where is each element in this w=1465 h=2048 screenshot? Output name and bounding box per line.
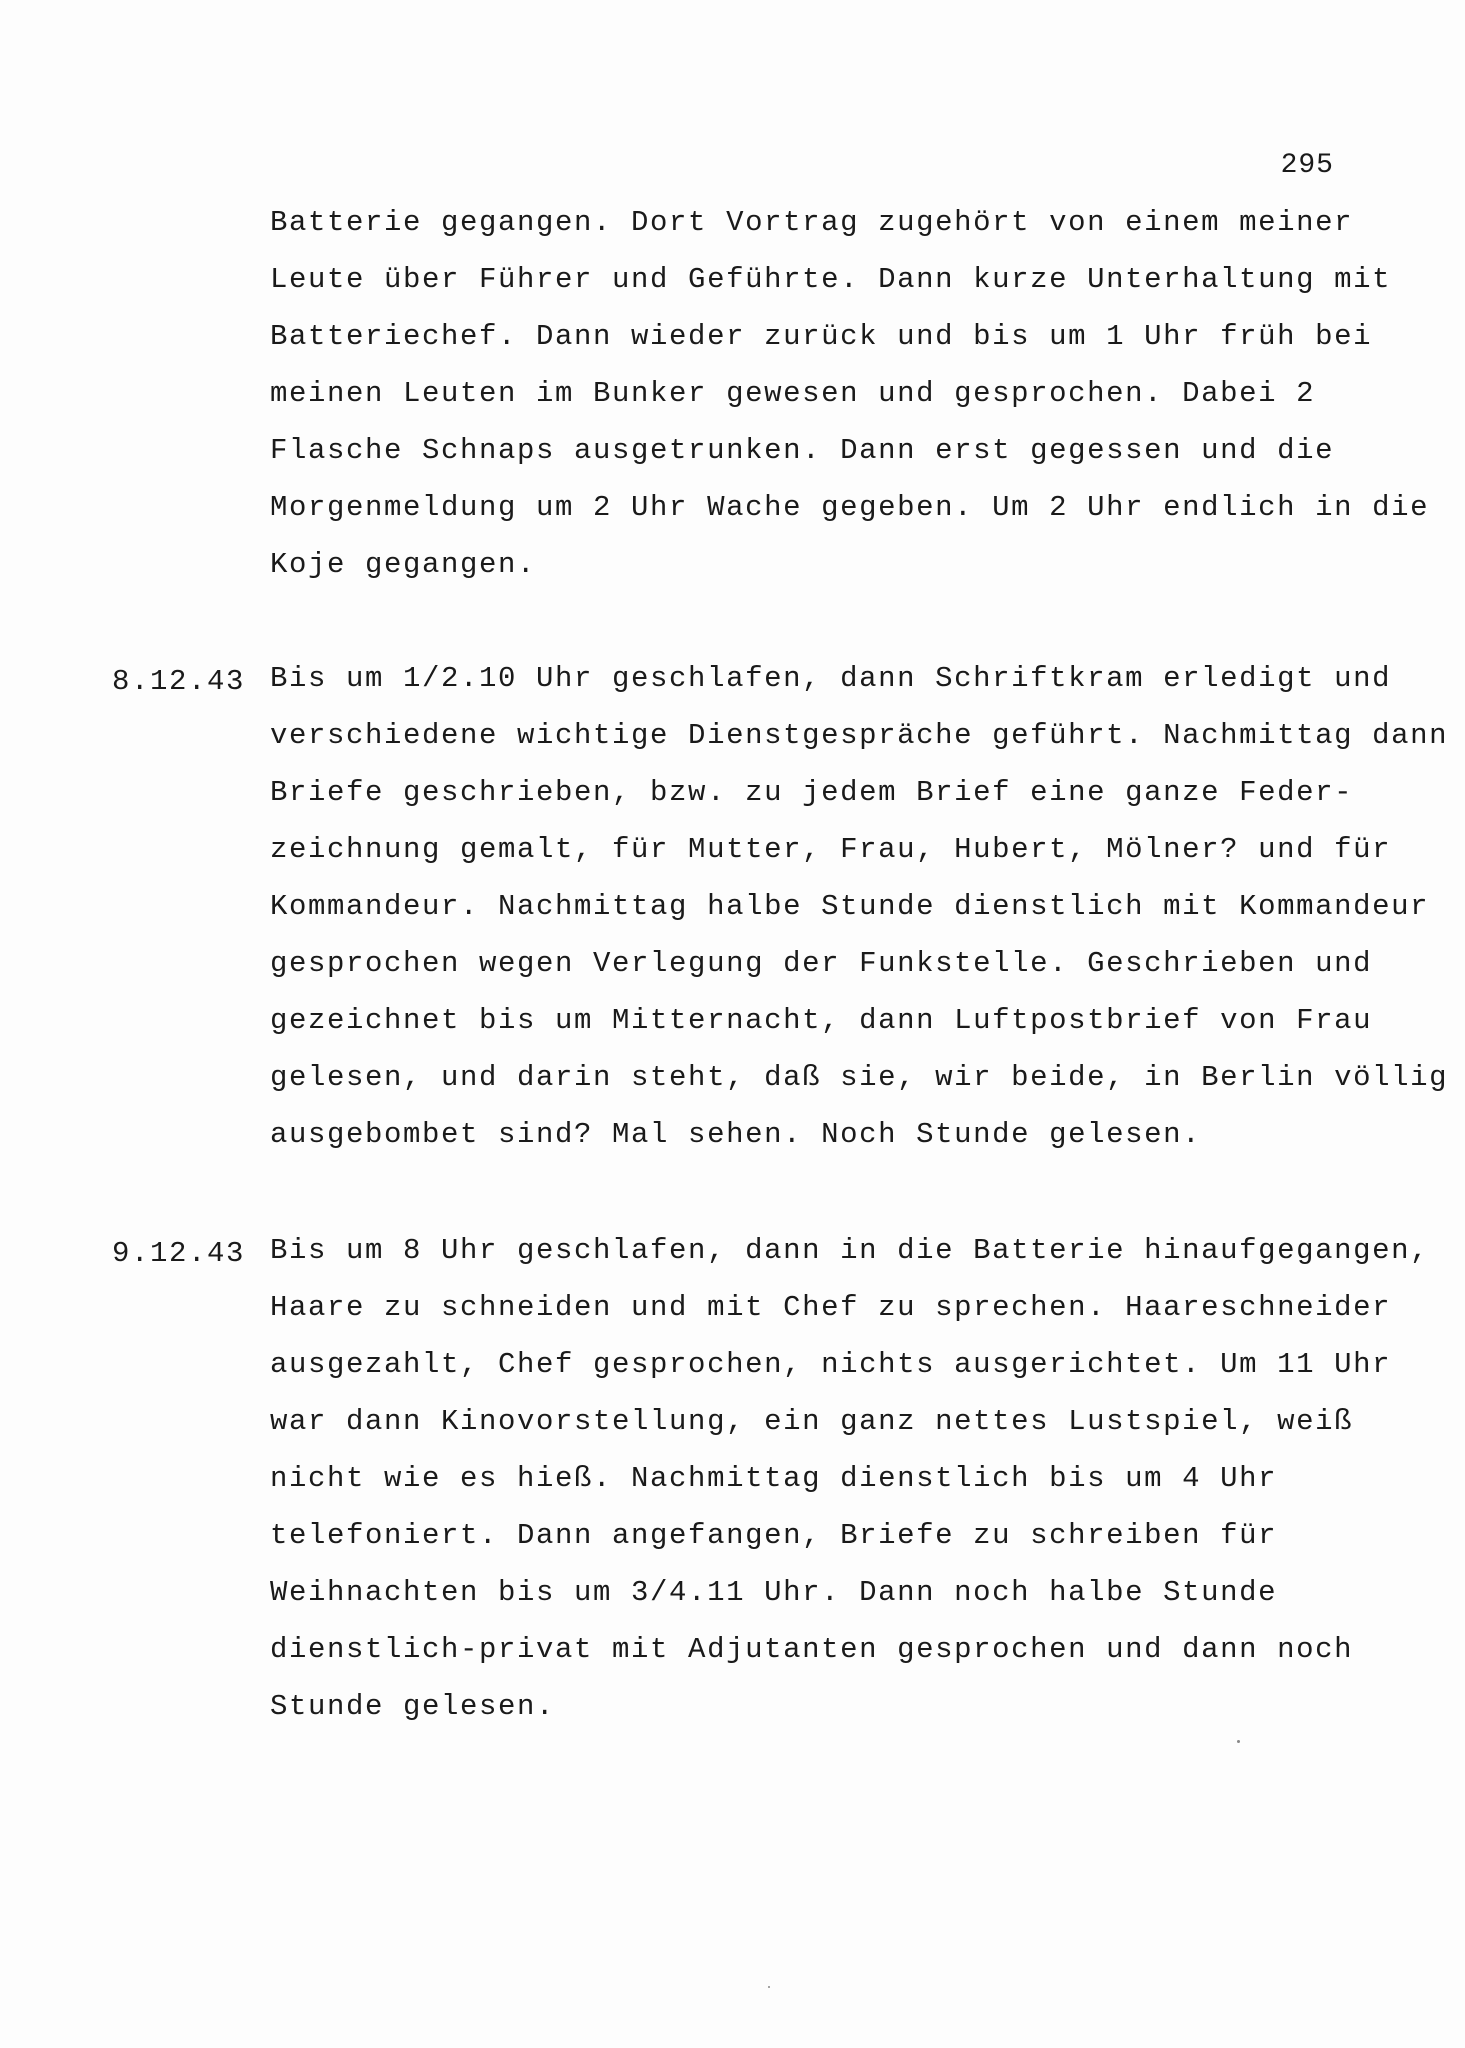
text-line: Bis um 8 Uhr geschlafen, dann in die Batterie hinaufgegangen, — [270, 1234, 1430, 1267]
text-line: gelesen, und darin steht, daß sie, wir beide, in Berlin völlig — [270, 1061, 1449, 1094]
scan-speck — [768, 1986, 770, 1988]
text-line: ausgebombet sind? Mal sehen. Noch Stunde gelesen. — [270, 1118, 1202, 1151]
text-line: gezeichnet bis um Mitternacht, dann Luftpostbrief von Frau — [270, 1004, 1373, 1037]
text-line: Briefe geschrieben, bzw. zu jedem Brief eine ganze Feder- — [270, 776, 1354, 809]
text-line: ausgezahlt, Chef gesprochen, nichts ausgerichtet. Um 11 Uhr — [270, 1348, 1392, 1381]
text-line: Koje gegangen. — [270, 548, 537, 581]
scan-speck — [1237, 1740, 1240, 1743]
text-line: Stunde gelesen. — [270, 1690, 556, 1723]
entry-date: 8.12.43 — [112, 665, 246, 698]
text-line: Bis um 1/2.10 Uhr geschlafen, dann Schriftkram erledigt und — [270, 662, 1392, 695]
text-line: gesprochen wegen Verlegung der Funkstelle. Geschrieben und — [270, 947, 1373, 980]
text-line: Batterie gegangen. Dort Vortrag zugehört von einem meiner — [270, 206, 1354, 239]
text-line: Batteriechef. Dann wieder zurück und bis um 1 Uhr früh bei — [270, 320, 1373, 353]
text-line: zeichnung gemalt, für Mutter, Frau, Hubert, Mölner? und für — [270, 833, 1392, 866]
text-line: Weihnachten bis um 3/4.11 Uhr. Dann noch halbe Stunde — [270, 1576, 1278, 1609]
text-line: Leute über Führer und Geführte. Dann kurze Unterhaltung mit — [270, 263, 1392, 296]
text-line: Haare zu schneiden und mit Chef zu sprechen. Haareschneider — [270, 1291, 1392, 1324]
text-line: Morgenmeldung um 2 Uhr Wache gegeben. Um 2 Uhr endlich in die — [270, 491, 1430, 524]
text-line: meinen Leuten im Bunker gewesen und gesprochen. Dabei 2 — [270, 377, 1316, 410]
text-line: dienstlich-privat mit Adjutanten gesprochen und dann noch — [270, 1633, 1354, 1666]
text-line: verschiedene wichtige Dienstgespräche geführt. Nachmittag dann — [270, 719, 1449, 752]
text-line: war dann Kinovorstellung, ein ganz nettes Lustspiel, weiß — [270, 1405, 1354, 1438]
entry-date: 9.12.43 — [112, 1237, 246, 1270]
text-line: Kommandeur. Nachmittag halbe Stunde dienstlich mit Kommandeur — [270, 890, 1430, 923]
text-line: nicht wie es hieß. Nachmittag dienstlich bis um 4 Uhr — [270, 1462, 1278, 1495]
text-line: Flasche Schnaps ausgetrunken. Dann erst gegessen und die — [270, 434, 1335, 467]
page-number: 295 — [1280, 150, 1334, 181]
text-line: telefoniert. Dann angefangen, Briefe zu schreiben für — [270, 1519, 1278, 1552]
